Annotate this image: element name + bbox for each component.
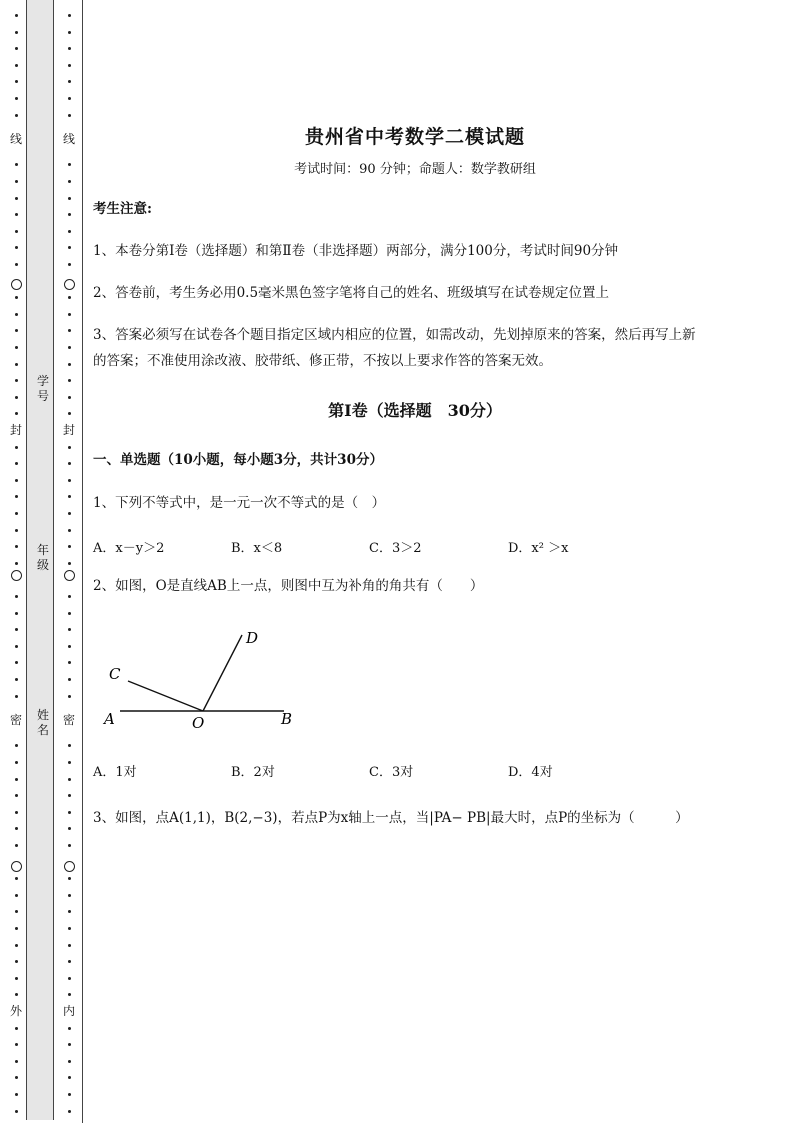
inner-dot [68,97,71,100]
outer-dot [15,744,18,747]
outer-dot [15,31,18,34]
outer-dot [15,545,18,548]
inner-dot [68,695,71,698]
outer-dot [15,47,18,50]
question-1-option-d: D．x² ＞x [508,541,569,556]
part-heading: 一、单选题（10小题，每小题3分，共计30分） [93,452,383,468]
outer-dot [15,80,18,83]
inner-dot [68,31,71,34]
outer-dot [15,811,18,814]
inner-dot [68,844,71,847]
outer-circle-mark [11,861,22,872]
field-student-id: 学号 [36,374,49,403]
outer-dot [15,695,18,698]
inner-dot [68,396,71,399]
outer-dot [15,180,18,183]
inner-dot [68,612,71,615]
inner-dot [68,595,71,598]
inner-dot [68,1076,71,1079]
inner-dot [68,661,71,664]
inner-dot [68,944,71,947]
inner-dot [68,977,71,980]
binding-margin-fields [26,0,54,1120]
inner-dot [68,495,71,498]
outer-circle-mark [11,279,22,290]
outer-cut-mark: 线 [9,132,22,146]
inner-dot [68,296,71,299]
notice-heading: 考生注意: [93,201,152,217]
inner-dot [68,64,71,67]
field-name: 姓名 [36,708,49,737]
inner-dot [68,1043,71,1046]
outer-dot [15,977,18,980]
inner-dot [68,761,71,764]
outer-dot [15,877,18,880]
outer-dot [15,562,18,565]
inner-dot [68,462,71,465]
inner-dot [68,1110,71,1113]
inner-dot [68,1027,71,1030]
outer-dot [15,213,18,216]
inner-dot [68,213,71,216]
question-1-option-b: B．x＜8 [231,541,283,556]
page-title: 贵州省中考数学二模试题 [304,126,525,148]
inner-dot [68,645,71,648]
question-2-stem: 2、如图，O是直线AB上一点，则图中互为补角的角共有（ ） [93,578,484,594]
inner-dot [68,180,71,183]
outer-dot [15,1093,18,1096]
inner-dot [68,993,71,996]
outer-dot [15,529,18,532]
outer-dot [15,114,18,117]
question-2-option-d: D．4对 [508,765,553,780]
inner-dot [68,80,71,83]
outer-dot [15,329,18,332]
inner-dot [68,14,71,17]
outer-dot [15,97,18,100]
inner-dot [68,960,71,963]
label-a: A [104,710,115,728]
outer-dot [15,595,18,598]
outer-dot [15,246,18,249]
inner-dot [68,512,71,515]
outer-dot [15,645,18,648]
outer-dot [15,778,18,781]
outer-dot [15,512,18,515]
notice-item-1: 1、本卷分第I卷（选择题）和第Ⅱ卷（非选择题）两部分，满分100分，考试时间90分钟 [93,243,619,259]
outer-dot [15,1110,18,1113]
outer-dot [15,163,18,166]
outer-dot [15,446,18,449]
question-1-option-a: A．x－y＞2 [93,541,165,556]
outer-dot [15,263,18,266]
outer-circle-mark [11,570,22,581]
inner-dot [68,379,71,382]
outer-dot [15,794,18,797]
inner-dot [68,744,71,747]
outer-dot [15,628,18,631]
inner-cut-mark: 封 [62,423,75,437]
exam-info: 考试时间：90 分钟；命题人：数学教研组 [294,162,536,177]
outer-dot [15,230,18,233]
field-grade: 年级 [36,543,49,572]
outer-cut-mark: 封 [9,423,22,437]
inner-dot [68,1093,71,1096]
outer-dot [15,396,18,399]
label-b: B [281,710,293,728]
outer-dot [15,678,18,681]
outer-dot [15,612,18,615]
inner-dot [68,894,71,897]
inner-dot [68,562,71,565]
inner-dot [68,346,71,349]
inner-dot [68,329,71,332]
outer-dot [15,1027,18,1030]
outer-dot [15,412,18,415]
outer-dot [15,844,18,847]
notice-item-2: 2、答卷前，考生务必用0.5毫米黑色签字笔将自己的姓名、班级填写在试卷规定位置上 [93,285,610,301]
outer-dot [15,462,18,465]
inner-dot [68,910,71,913]
inner-dot [68,778,71,781]
inner-dot [68,678,71,681]
ray-oc [128,681,203,711]
inner-dot [68,313,71,316]
inner-dot [68,47,71,50]
inner-dot [68,446,71,449]
outer-dot [15,827,18,830]
outer-dot [15,14,18,17]
question-1-option-c: C．3＞2 [369,541,422,556]
inner-dot [68,363,71,366]
outer-dot [15,363,18,366]
label-o: O [192,714,205,732]
outer-dot [15,944,18,947]
outer-dot [15,379,18,382]
inner-dot [68,827,71,830]
outer-dot [15,495,18,498]
outer-dot [15,910,18,913]
outer-dot [15,346,18,349]
notice-item-3-cont: 的答案；不准使用涂改液、胶带纸、修正带，不按以上要求作答的答案无效。 [93,353,552,369]
inner-dot [68,927,71,930]
label-d: D [246,629,259,647]
binding-margin-inner [54,0,83,1123]
question-2-option-c: C．3对 [369,765,414,780]
inner-dot [68,628,71,631]
question-2-option-b: B．2对 [231,765,275,780]
outer-dot [15,894,18,897]
inner-cut-mark: 线 [62,132,75,146]
outer-dot [15,479,18,482]
inner-dot [68,412,71,415]
inner-dot [68,529,71,532]
inner-dot [68,230,71,233]
outer-dot [15,1043,18,1046]
inner-dot [68,114,71,117]
label-c: C [109,665,121,683]
section-title: 第I卷（选择题 30分） [328,401,502,420]
notice-item-3: 3、答案必须写在试卷各个题目指定区域内相应的位置，如需改动，先划掉原来的答案，然后再写上新 [93,327,696,343]
inner-dot [68,163,71,166]
outer-dot [15,661,18,664]
outer-cut-mark: 外 [9,1004,22,1018]
outer-dot [15,960,18,963]
inner-dot [68,794,71,797]
outer-cut-mark: 密 [9,713,22,727]
inner-dot [68,246,71,249]
inner-dot [68,263,71,266]
outer-dot [15,1076,18,1079]
inner-dot [68,1060,71,1063]
inner-circle-mark [64,570,75,581]
inner-circle-mark [64,861,75,872]
inner-dot [68,479,71,482]
angle-figure [100,625,310,735]
inner-dot [68,811,71,814]
inner-cut-mark: 密 [62,713,75,727]
ray-od [203,635,242,711]
outer-dot [15,993,18,996]
inner-circle-mark [64,279,75,290]
question-2-option-a: A．1对 [93,765,137,780]
outer-dot [15,761,18,764]
question-3-stem: 3、如图，点A(1,1)，B(2,−3)，若点P为x轴上一点，当|PA− PB|最大时，点P的坐标为（ ） [93,810,689,826]
outer-dot [15,64,18,67]
inner-cut-mark: 内 [62,1004,75,1018]
outer-dot [15,1060,18,1063]
outer-dot [15,927,18,930]
question-1-stem: 1、下列不等式中，是一元一次不等式的是（ ） [93,495,386,511]
inner-dot [68,545,71,548]
outer-dot [15,296,18,299]
outer-dot [15,197,18,200]
outer-dot [15,313,18,316]
inner-dot [68,877,71,880]
inner-dot [68,197,71,200]
